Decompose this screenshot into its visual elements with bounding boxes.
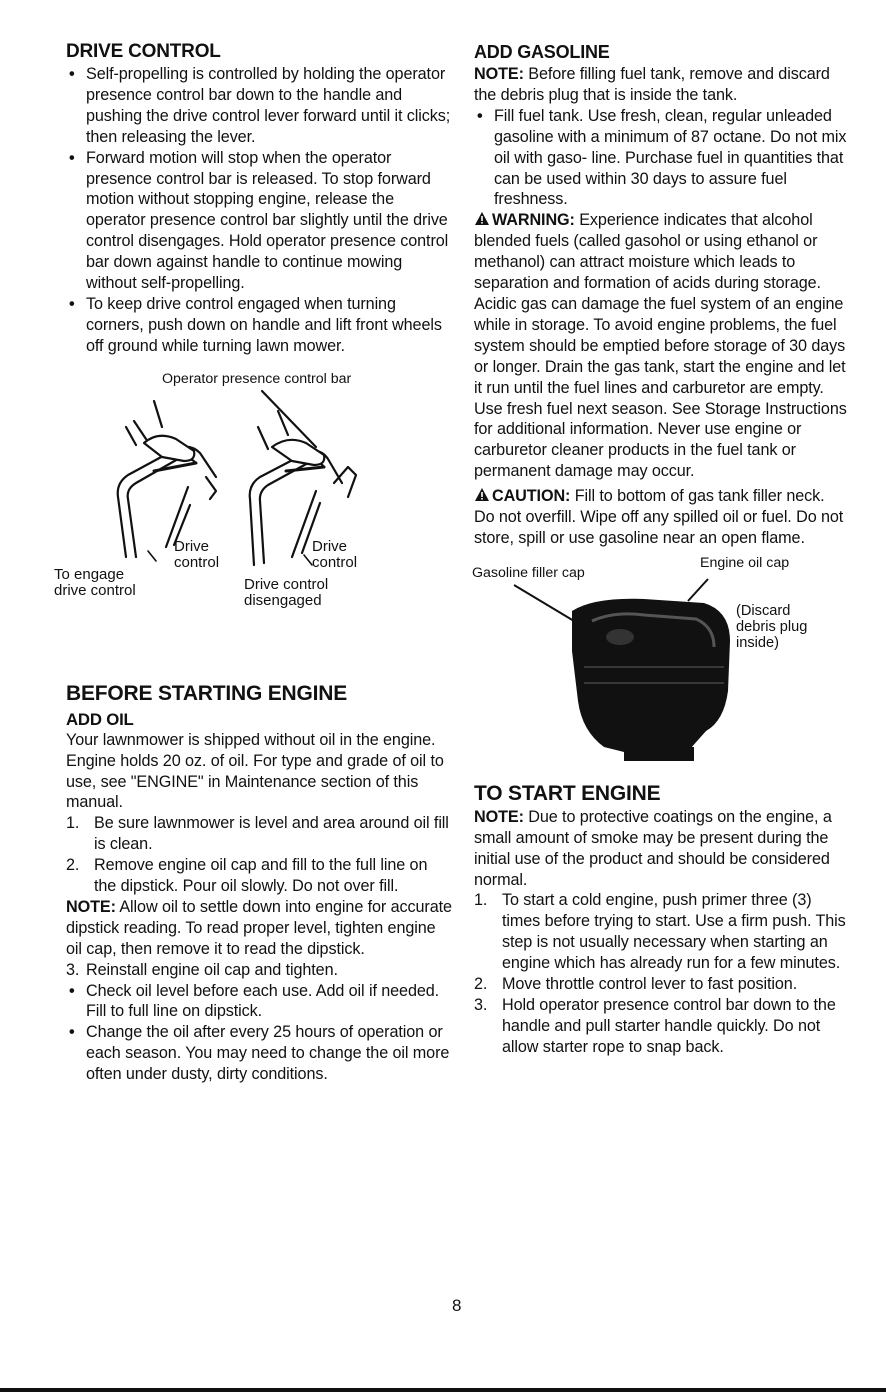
- list-item: • Fill fuel tank. Use fresh, clean, regular unleaded gasoline with a minimum of 87 octane. Do not mix oil with gaso- line. Purchase fuel in quantities that can be used within 30 days to assure fuel freshness.: [474, 106, 848, 211]
- to-engage-label: To engage drive control: [54, 565, 136, 599]
- before-starting-heading: BEFORE STARTING ENGINE: [66, 681, 348, 705]
- list-item: 3. Hold operator presence control bar down to the handle and pull starter handle quickly. Do not allow starter rope to snap back.: [474, 996, 836, 1056]
- disengaged-label: Drive control disengaged: [244, 575, 329, 609]
- operator-bar-label: Operator presence control bar: [162, 370, 352, 387]
- drive-control-label-left: Drive control: [174, 537, 220, 571]
- drive-control-bullets: [66, 64, 452, 357]
- list-item: • To keep drive control engaged when turning corners, push down on handle and lift front wheels off ground while turning lawn mower.: [66, 294, 452, 357]
- list-item: 1. To start a cold engine, push primer three (3) times before trying to start. Use a firm push. This step is not usually necessary when starting an engine which has already run for a few minutes.: [474, 891, 846, 973]
- warning-icon: [474, 211, 490, 226]
- add-oil-steps-2: [66, 960, 452, 981]
- caution-icon: [474, 487, 490, 502]
- to-start-steps: [474, 890, 848, 1057]
- to-start-heading: TO START ENGINE: [474, 781, 661, 805]
- engine-illustration: [474, 555, 848, 781]
- left-column: [54, 40, 452, 1085]
- list-item: • Forward motion will stop when the operator presence control bar is released. To stop forward motion without stopping engine, release the operator presence control bar slightly until the drive control disengages. Hold operator presence control bar down against handle to continue mowing without self-propelling.: [66, 148, 452, 294]
- engine-oil-cap-label: Engine oil cap: [700, 554, 790, 571]
- add-gasoline-bullets: [474, 106, 848, 211]
- filler-cap-label: Gasoline filler cap: [472, 564, 585, 581]
- add-oil-note: NOTE: Allow oil to settle down into engine for accurate dipstick reading. To read proper level, tighten engine oil cap, then remove it to read the dipstick.: [66, 897, 452, 958]
- caution-paragraph: CAUTION: Fill to bottom of gas tank filler neck. Do not overfill. Wipe off any spilled oil or fuel. Do not store, spill or use gasoline near an open flame.: [474, 487, 844, 547]
- drive-control-illustration: [54, 370, 452, 639]
- list-item: • Change the oil after every 25 hours of operation or each season. You may need to change the oil more often under dusty, dirty conditions.: [66, 1022, 452, 1085]
- list-item: 1. Be sure lawnmower is level and area around oil fill is clean.: [66, 814, 449, 854]
- list-item: • Check oil level before each use. Add oil if needed. Fill to full line on dipstick.: [66, 981, 452, 1023]
- list-item: 2. Move throttle control lever to fast position.: [474, 975, 798, 994]
- add-oil-steps: [66, 813, 452, 897]
- list-item: 2. Remove engine oil cap and fill to the full line on the dipstick. Pour oil slowly. Do not over fill.: [66, 856, 428, 896]
- list-item: 3. Reinstall engine oil cap and tighten.: [66, 960, 338, 979]
- bottom-rule: [0, 1388, 886, 1392]
- page-number: 8: [452, 1296, 462, 1315]
- add-oil-intro: Your lawnmower is shipped without oil in the engine. Engine holds 20 oz. of oil. For type and grade of oil to use, see "ENGINE" in Maintenance section of this manual.: [66, 730, 444, 812]
- add-oil-heading: ADD OIL: [66, 709, 134, 729]
- add-gasoline-note: NOTE: Before filling fuel tank, remove and discard the debris plug that is inside the tank.: [474, 65, 830, 104]
- to-start-note: NOTE: Due to protective coatings on the engine, a small amount of smoke may be present during the initial use of the product and should be considered normal.: [474, 807, 832, 889]
- list-item: • Self-propelling is controlled by holding the operator presence control bar down to the handle and pushing the drive control lever forward until it clicks; then releasing the lever.: [66, 64, 452, 148]
- right-column: [474, 40, 848, 1058]
- warning-paragraph: WARNING: Experience indicates that alcohol blended fuels (called gasohol or using ethanol or methanol) can attract moisture which leads to separation and formation of acids during storage. Acidic gas can damage the fuel system of an engine while in storage. To avoid engine problems, the fuel system should be emptied before storage of 30 days or longer. Drain the gas tank, start the engine and let it run until the fuel lines and carburetor are empty. Use fresh fuel next season. See Storage Instructions for additional information. Never use engine or carburetor cleaner products in the fuel tank or permanent damage may occur.: [474, 211, 847, 481]
- add-oil-bullets: [66, 981, 452, 1086]
- handle-drawing: [66, 387, 452, 587]
- add-gasoline-heading: ADD GASOLINE: [474, 42, 610, 62]
- drive-control-label-right: Drive control: [312, 537, 358, 571]
- discard-plug-label: (Discard debris plug inside): [736, 602, 808, 651]
- drive-control-heading: DRIVE CONTROL: [66, 41, 221, 62]
